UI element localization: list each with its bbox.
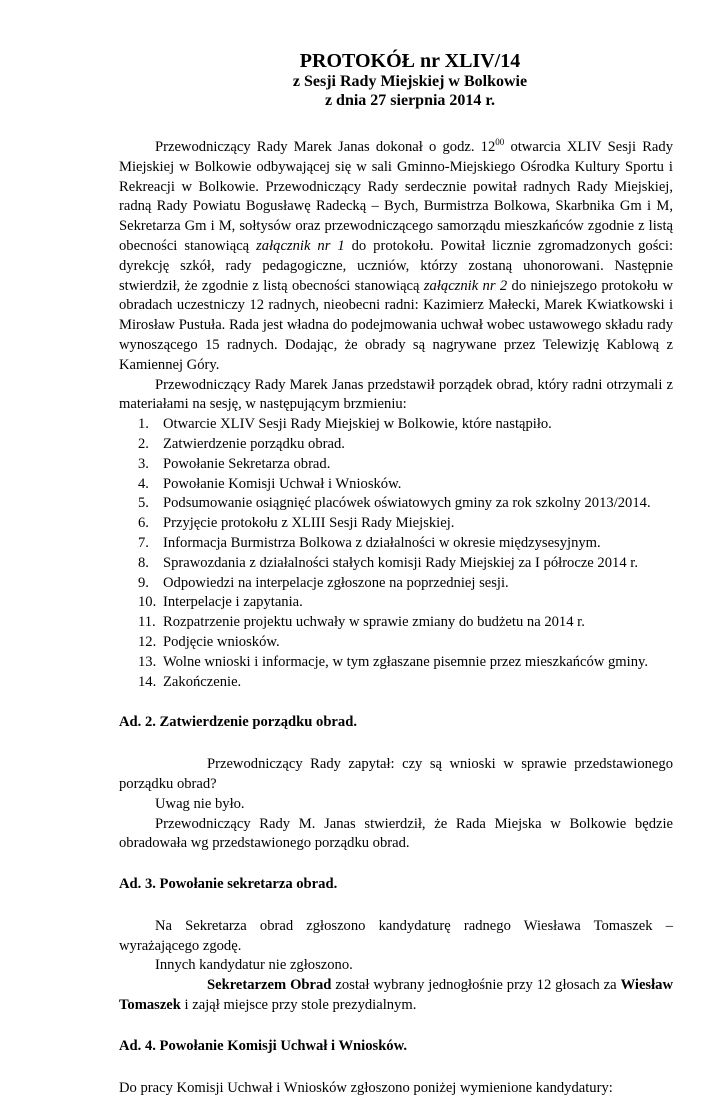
section-heading-ad2: Ad. 2. Zatwierdzenie porządku obrad. (119, 714, 357, 731)
ad2-paragraph-1: Przewodniczący Rady zapytał: czy są wnioski w sprawie przedstawionego porządku obrad? (119, 756, 673, 792)
intro-text-2: otwarcia XLIV Sesji Rady Miejskiej w Bolkowie odbywającej się w sali Gminno-Miejskiego Ośrodka Kultury Sportu i Rekreacji w Bolkowie. Przewodniczący Rady serdecznie powitał radnych Rady Miejskiej, radną Rady Powiatu Bogusławę Radecką – Bych, Burmistrza Bolkowa, Skarbnika Gm i M, Sekretarza Gm i M, sołtysów oraz przewodniczącego samorządu mieszkańców zgodnie z listą obecności stanowiącą (119, 139, 673, 254)
agenda-item: 8. Sprawozdania z działalności stałych komisji Rady Miejskiej za I półrocze 2014 r. (138, 554, 638, 571)
attachment-2-ref: załącznik nr 2 (423, 277, 508, 294)
agenda-item: 12. Podjęcie wniosków. (138, 633, 280, 650)
agenda-item: 6. Przyjęcie protokołu z XLIII Sesji Rady Miejskiej. (138, 515, 455, 532)
protocol-date: z dnia 27 sierpnia 2014 r. (324, 92, 496, 109)
agenda-item: 1. Otwarcie XLIV Sesji Rady Miejskiej w Bolkowie, które nastąpiło. (138, 416, 552, 433)
ad4-paragraph-1: Do pracy Komisji Uchwał i Wniosków zgłoszono poniżej wymienione kandydatury: (119, 1079, 613, 1096)
ad3-paragraph-2: Innych kandydatur nie zgłoszono. (155, 957, 353, 974)
attachment-1-ref: załącznik nr 1 (256, 237, 345, 254)
secretary-label: Sekretarzem Obrad (207, 977, 332, 994)
agenda-list (119, 415, 673, 692)
agenda-item: 7. Informacja Burmistrza Bolkowa z działalności w okresie międzysesyjnym. (138, 534, 601, 551)
protocol-subtitle: z Sesji Rady Miejskiej w Bolkowie (292, 73, 528, 90)
agenda-item: 11. Rozpatrzenie projektu uchwały w sprawie zmiany do budżetu na 2014 r. (138, 614, 585, 631)
agenda-intro: Przewodniczący Rady Marek Janas przedstawił porządek obrad, który radni otrzymali z materiałami na sesję, w następującym brzmieniu: (119, 376, 673, 413)
agenda-item: 10. Interpelacje i zapytania. (138, 594, 303, 611)
ad2-paragraph-3: Przewodniczący Rady M. Janas stwierdził, że Rada Miejska w Bolkowie będzie obradowała wg przedstawionego porządku obrad. (119, 815, 673, 852)
section-heading-ad4: Ad. 4. Powołanie Komisji Uchwał i Wniosków. (119, 1037, 407, 1054)
ad2-paragraph-2: Uwag nie było. (155, 795, 245, 812)
ad3-paragraph-1: Na Sekretarza obrad zgłoszono kandydaturę radnego Wiesława Tomaszek – wyrażającego zgodę. (119, 917, 673, 954)
agenda-item: 13. Wolne wnioski i informacje, w tym zgłaszane pisemnie przez mieszkańców gminy. (138, 653, 648, 670)
section-heading-ad3: Ad. 3. Powołanie sekretarza obrad. (119, 876, 338, 893)
intro-text-4: do niniejszego protokołu w obradach uczestniczy 12 radnych, nieobecni radni: Kazimierz Małecki, Marek Kwiatkowski i Mirosław Pustuła. Rada jest władna do podejmowania uchwał wobec ustawowego składu rady wynoszącego 15 radnych. Dodając, że obrady są nagrywane przez Telewizję Kablową z Kamiennej Góry. (119, 277, 673, 373)
secretary-name: Wiesław Tomaszek (119, 977, 673, 1014)
time-superscript: 00 (495, 137, 505, 147)
protocol-title: PROTOKÓŁ nr XLIV/14 (299, 50, 521, 72)
agenda-item: 2. Zatwierdzenie porządku obrad. (138, 435, 345, 452)
agenda-item: 9. Odpowiedzi na interpelacje zgłoszone na poprzedniej sesji. (138, 574, 509, 591)
agenda-item: 5. Podsumowanie osiągnięć placówek oświatowych gminy za rok szkolny 2013/2014. (138, 495, 651, 512)
intro-text-3: do protokołu. Powitał licznie zgromadzonych gości: dyrekcję szkół, rady pedagogiczne, uczniów, którzy zostaną uhonorowani. Następnie stwierdził, że zgodnie z listą obecności stanowiącą (119, 237, 673, 294)
intro-text-1: Przewodniczący Rady Marek Janas dokonał o godz. 12 (155, 139, 496, 155)
agenda-item: 14. Zakończenie. (138, 673, 242, 690)
intro-paragraph (119, 138, 673, 376)
document-body (119, 138, 673, 1098)
agenda-item: 4. Powołanie Komisji Uchwał i Wniosków. (138, 475, 402, 492)
agenda-item: 3. Powołanie Sekretarza obrad. (138, 455, 331, 472)
ad3-paragraph-3: Sekretarzem Obrad został wybrany jednogłośnie przy 12 głosach za Wiesław Tomaszek i zajął miejsce przy stole prezydialnym. (119, 977, 673, 1014)
